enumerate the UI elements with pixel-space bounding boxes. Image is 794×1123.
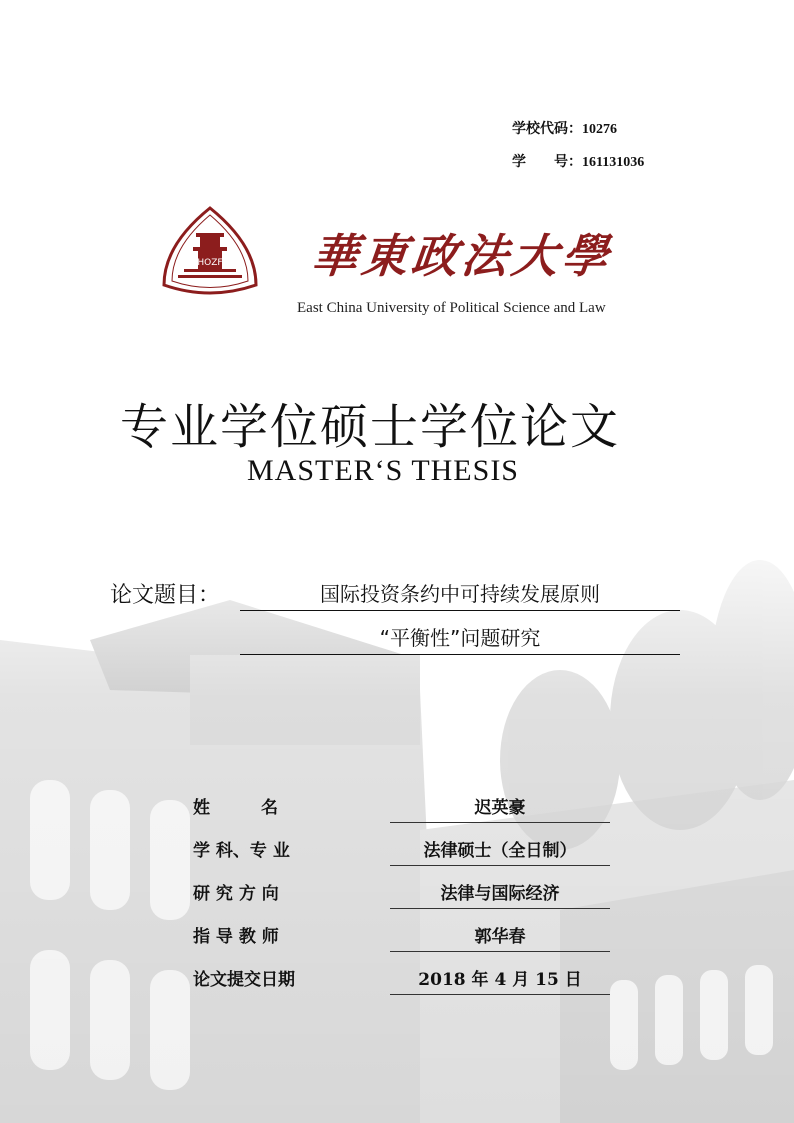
thesis-type-en: MASTER‘S THESIS <box>247 454 519 487</box>
school-code-label: 学校代码： <box>512 121 582 137</box>
topic-label: 论文题目： <box>110 583 221 608</box>
info-underline-date <box>390 994 610 995</box>
info-value-major: 法律硕士（全日制） <box>423 841 577 861</box>
school-code-value: 10276 <box>582 122 617 137</box>
info-value-advisor: 郭华春 <box>474 927 526 947</box>
university-logo <box>160 205 260 297</box>
topic-underline-2 <box>240 654 680 655</box>
topic-line-1: 国际投资条约中可持续发展原则 <box>320 582 600 606</box>
info-underline-name <box>390 822 610 823</box>
info-label-major: 学 科、专 业 <box>193 841 290 861</box>
student-id <box>512 151 644 171</box>
info-label-advisor: 指 导 教 师 <box>193 927 279 947</box>
info-underline-advisor <box>390 951 610 952</box>
thesis-type-cn: 专业学位硕士学位论文 <box>120 399 621 455</box>
topic-underline-1 <box>240 610 680 611</box>
info-value-research: 法律与国际经济 <box>440 884 560 904</box>
university-name-cn: 華東政法大學 <box>308 229 615 283</box>
info-label-research: 研 究 方 向 <box>193 884 279 904</box>
info-value-date: 2018 年 4 月 15 日 <box>418 970 582 990</box>
student-id-label: 学 号： <box>512 154 582 170</box>
info-value-name: 迟英豪 <box>474 798 526 818</box>
info-underline-major <box>390 865 610 866</box>
info-underline-research <box>390 908 610 909</box>
university-name-en: East China University of Political Science and Law <box>297 300 606 316</box>
info-label-date: 论文提交日期 <box>193 970 295 990</box>
school-code <box>512 118 617 138</box>
student-id-value: 161131036 <box>582 155 645 170</box>
logo-text: HOZF <box>197 258 223 268</box>
info-label-name: 姓 名 <box>193 798 278 818</box>
topic-line-2: “平衡性”问题研究 <box>379 626 541 650</box>
